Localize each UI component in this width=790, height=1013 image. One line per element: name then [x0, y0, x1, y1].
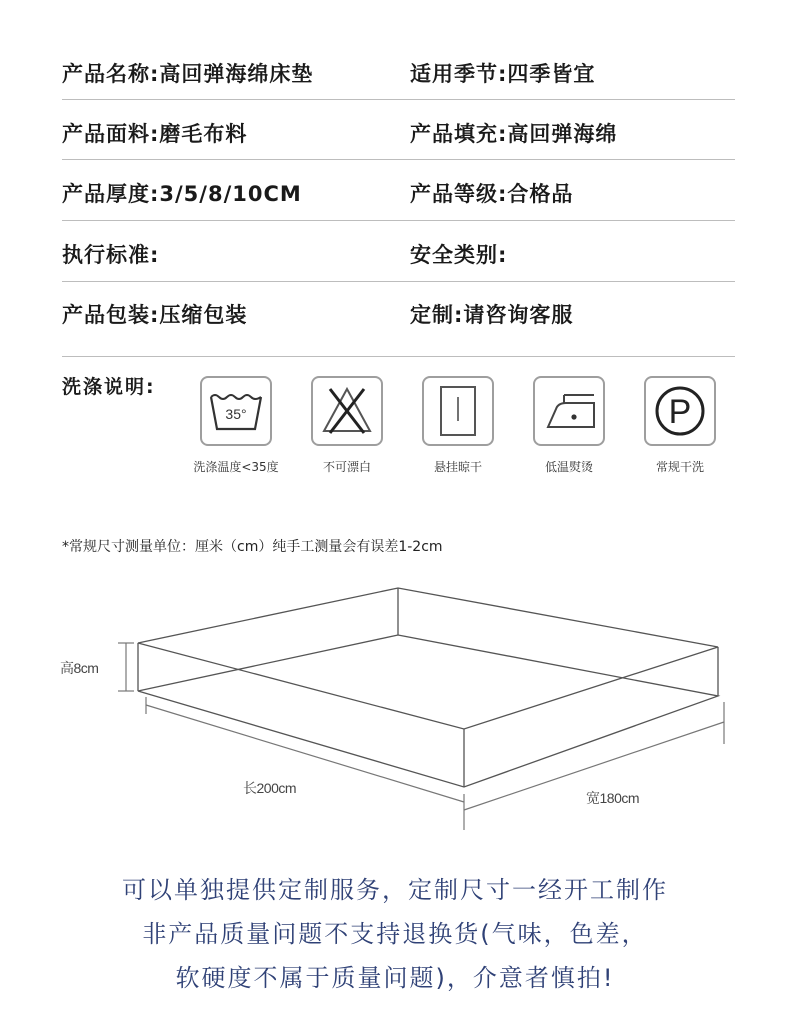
- length-label: 长200cm: [243, 780, 297, 796]
- wash-label: 低温熨烫: [544, 460, 593, 474]
- spec-filling: 产品填充:高回弹海绵: [410, 122, 618, 146]
- dry-clean-p-icon: [644, 376, 716, 446]
- spec-safety: 安全类别:: [410, 243, 508, 267]
- divider: [62, 159, 735, 160]
- low-iron-icon: [533, 376, 605, 446]
- spec-row: [62, 224, 735, 284]
- mattress-dimension-diagram: [0, 580, 790, 840]
- width-label: 宽180cm: [586, 790, 640, 806]
- spec-grade: 产品等级:合格品: [410, 182, 574, 206]
- divider: [62, 220, 735, 221]
- wash-label: 常规干洗: [655, 460, 704, 474]
- wash-label: 洗涤温度<35度: [193, 460, 279, 474]
- spec-row: [62, 103, 735, 163]
- wash-label: 不可漂白: [322, 460, 371, 474]
- mattress-bottom-face: [138, 635, 718, 787]
- wash-35-icon: [200, 376, 272, 446]
- notice-line: 可以单独提供定制服务，定制尺寸一经开工制作: [122, 876, 668, 904]
- height-label: 高8cm: [60, 660, 99, 676]
- spec-row: [62, 43, 735, 103]
- divider: [62, 281, 735, 282]
- notice-line: 软硬度不属于质量问题)，介意者慎拍!: [175, 964, 615, 992]
- spec-thickness: 产品厚度:3/5/8/10CM: [62, 182, 302, 206]
- wash-item: [625, 376, 735, 475]
- wash-title: 洗涤说明:: [62, 376, 156, 398]
- mattress-top-face: [138, 588, 718, 729]
- no-bleach-icon: [311, 376, 383, 446]
- spec-product-name: 产品名称:高回弹海绵床垫: [62, 62, 314, 86]
- divider: [62, 356, 735, 357]
- wash-item: [181, 376, 291, 475]
- spec-row: [62, 163, 735, 223]
- divider: [62, 99, 735, 100]
- spec-fabric: 产品面料:磨毛布料: [62, 122, 248, 146]
- dry-clean-symbol: P: [668, 393, 692, 431]
- notice-line: 非产品质量问题不支持退换货(气味，色差，: [142, 920, 648, 948]
- height-dimension-line: [118, 643, 134, 691]
- hang-dry-icon: [422, 376, 494, 446]
- spec-custom: 定制:请咨询客服: [410, 303, 574, 327]
- wash-item: [514, 376, 624, 475]
- measurement-note: *常规尺寸测量单位：厘米（cm）纯手工测量会有误差1-2cm: [62, 539, 443, 555]
- spec-standard: 执行标准:: [62, 243, 160, 267]
- spec-season: 适用季节:四季皆宜: [410, 62, 596, 86]
- wash-temp-symbol: 35°: [225, 406, 247, 422]
- spec-row: [62, 284, 735, 344]
- wash-item: [292, 376, 402, 475]
- wash-label: 悬挂晾干: [433, 460, 482, 474]
- spec-packaging: 产品包装:压缩包装: [62, 303, 248, 327]
- wash-item: [403, 376, 513, 475]
